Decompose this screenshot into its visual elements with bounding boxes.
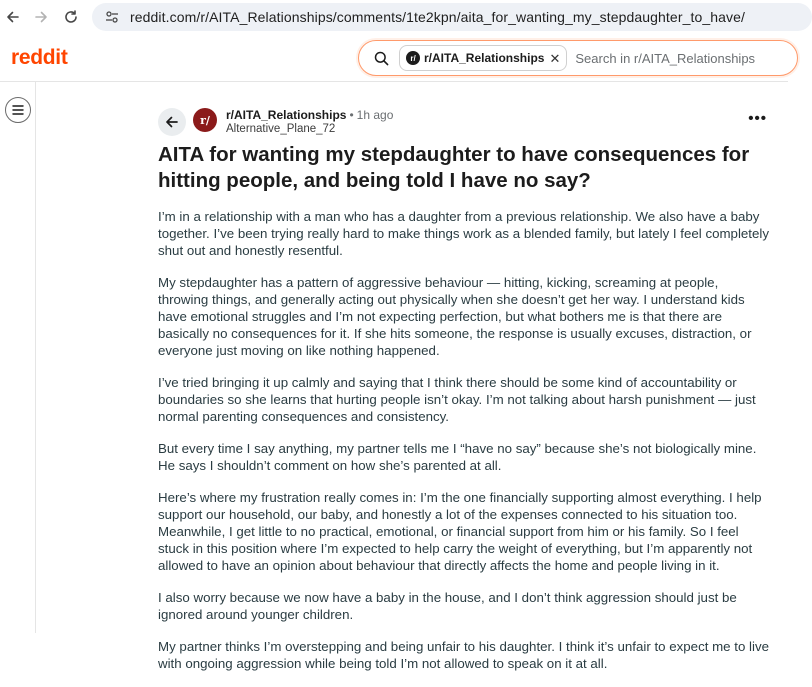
subreddit-link[interactable]: r/AITA_Relationships (226, 108, 347, 122)
address-bar[interactable] (92, 3, 812, 31)
search-bar[interactable] (358, 40, 798, 76)
search-icon (373, 50, 389, 66)
post-body (158, 208, 770, 672)
more-options-icon[interactable]: ••• (748, 110, 767, 127)
arrow-right-icon (33, 9, 49, 25)
reddit-header (0, 34, 788, 82)
post-time: 1h ago (356, 108, 394, 122)
meta-separator: • (349, 108, 354, 122)
post-paragraph: I’m in a relationship with a man who has a daughter from a previous relationship. We also have a baby together. I’ve been trying really hard to make things work as a blended family, but lately I feel completely shut out and honestly resentful. (158, 209, 769, 258)
site-info-icon[interactable] (104, 9, 120, 25)
subreddit-filter-chip[interactable] (399, 45, 567, 71)
browser-toolbar (0, 0, 788, 34)
hamburger-menu-button[interactable] (5, 97, 31, 123)
post (158, 104, 773, 687)
post-paragraph: My stepdaughter has a pattern of aggressive behaviour — hitting, kicking, screaming at people, throwing things, and generally acting out physically when she doesn’t get her way. I understand kids have emotional struggles and I’m not expecting perfection, but what bothers me is that there are basically no consequences for it. If she hits someone, the response is usually excuses, distraction, or everyone just moving on like nothing happened. (158, 275, 752, 358)
browser-reload-button[interactable] (60, 6, 82, 28)
reload-icon (63, 9, 79, 25)
reddit-logo[interactable]: reddit (11, 46, 68, 69)
subreddit-chip-label: r/AITA_Relationships (424, 51, 545, 65)
author-link[interactable]: Alternative_Plane_72 (226, 123, 336, 135)
subreddit-chip-avatar: r/ (406, 51, 420, 65)
browser-forward-button[interactable] (30, 6, 52, 28)
post-meta (158, 104, 773, 136)
post-title: AITA for wanting my stepdaughter to have consequences for hitting people, and being told I have no say? (158, 143, 750, 192)
post-paragraph: I’ve tried bringing it up calmly and saying that I think there should be some kind of accountability or boundaries so she learns that hurting people isn’t okay. I’m not talking about harsh punishment — just normal parenting consequences and consistency. (158, 375, 756, 424)
post-paragraph: Here’s where my frustration really comes in: I’m the one financially supporting almost everything. I help support our household, our baby, and honestly a lot of the expenses connected to his situation too. Meanwhile, I get little to no practical, emotional, or financial support from him or his family. So I feel stuck in this position where I’m expected to help carry the weight of everything, but I’m apparently not allowed to have an opinion about behaviour that directly affects the home and people living in it. (158, 490, 762, 573)
subreddit-avatar[interactable]: r/ (193, 108, 217, 132)
arrow-left-icon (5, 9, 21, 25)
post-meta-line (226, 108, 393, 122)
url-text: reddit.com/r/AITA_Relationships/comments/1te2kpn/aita_for_wanting_my_stepdaughter_to_have/ (130, 9, 745, 25)
search-input[interactable]: Search in r/AITA_Relationships (575, 50, 756, 66)
post-paragraph: I also worry because we now have a baby in the house, and I don’t think aggression should just be ignored around younger children. (158, 590, 737, 622)
hamburger-menu-icon (12, 105, 24, 115)
post-paragraph: My partner thinks I’m overstepping and being unfair to his daughter. I think it’s unfair to expect me to live with ongoing aggression while being told I’m not allowed to speak on it at all. (158, 639, 770, 671)
left-rail (0, 82, 36, 633)
post-paragraph: But every time I say anything, my partner tells me I “have no say” because she’s not biologically mine. He says I shouldn’t comment on how she’s parented at all. (158, 441, 757, 473)
close-icon[interactable]: ✕ (549, 50, 561, 66)
back-arrow-icon (165, 115, 179, 129)
browser-back-button[interactable] (2, 6, 24, 28)
back-button[interactable] (158, 108, 186, 136)
